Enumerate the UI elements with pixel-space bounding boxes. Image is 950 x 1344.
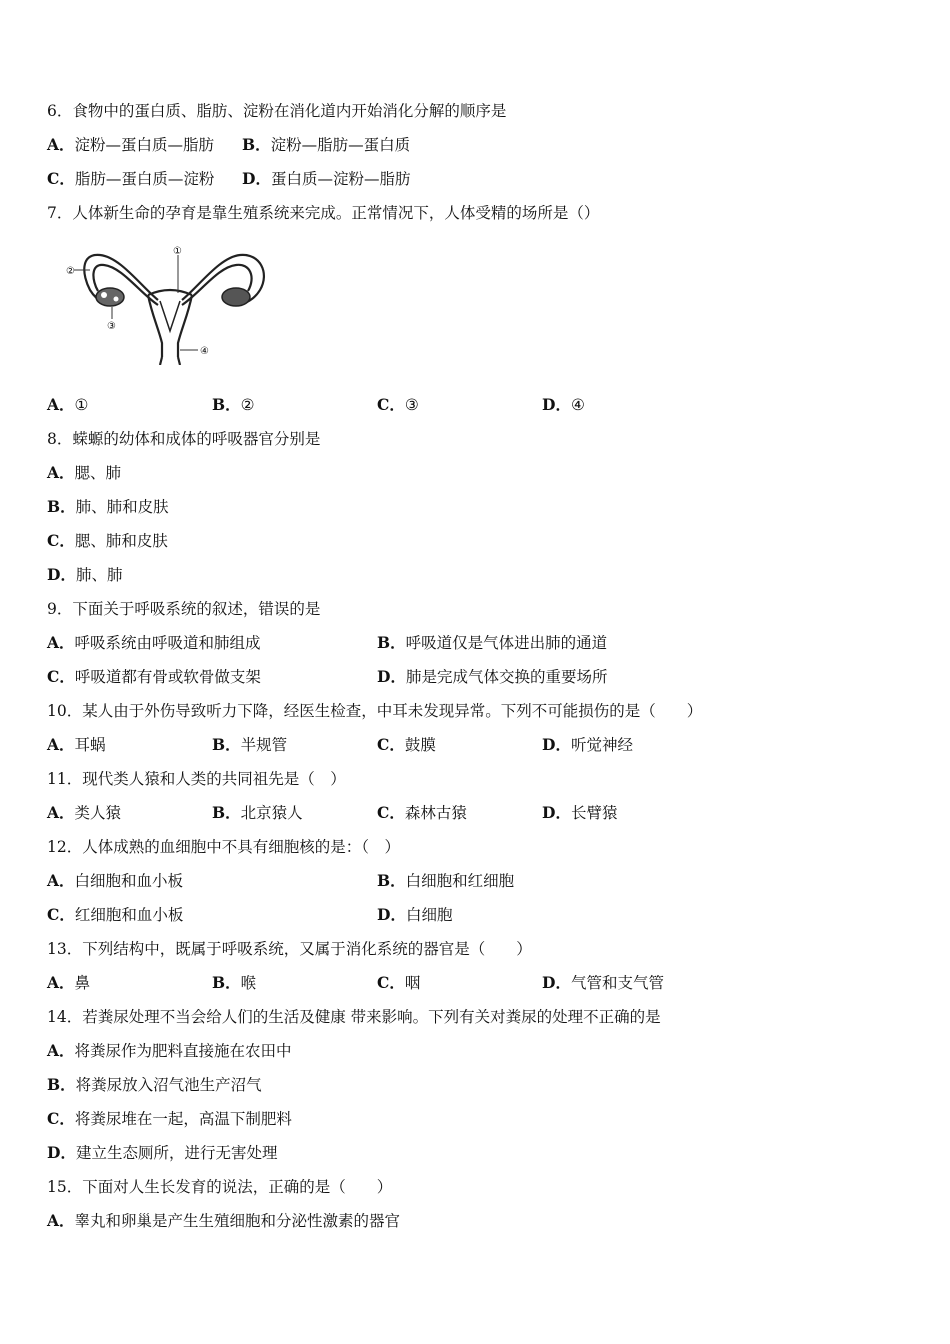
diagram-label-3: ③ — [107, 321, 116, 332]
q9-option-b: B．呼吸道仅是气体进出肺的通道 — [377, 633, 608, 652]
q10-option-b: B．半规管 — [212, 735, 288, 754]
q7-option-a: A．① — [47, 395, 89, 414]
q11-stem: 11．现代类人猿和人类的共同祖先是（ ） — [47, 770, 346, 788]
q6-option-c: C．脂肪—蛋白质—淀粉 — [47, 169, 215, 188]
q8-option-b: B．肺、肺和皮肤 — [47, 497, 169, 516]
q14-stem: 14．若粪尿处理不当会给人们的生活及健康 带来影响。下列有关对粪尿的处理不正确的是 — [47, 1008, 661, 1026]
q6-option-b: B．淀粉—脂肪—蛋白质 — [242, 135, 411, 154]
q12-option-c: C．红细胞和血小板 — [47, 905, 184, 924]
q13-option-c: C．咽 — [377, 973, 421, 992]
female-reproductive-system-diagram — [60, 245, 280, 365]
q13-stem: 13．下列结构中，既属于呼吸系统，又属于消化系统的器官是（ ） — [47, 940, 532, 958]
q11-option-a: A．类人猿 — [47, 803, 122, 822]
q7-option-c: C．③ — [377, 395, 419, 414]
q13-option-a: A．鼻 — [47, 973, 91, 992]
q15-stem: 15．下面对人生长发育的说法，正确的是（ ） — [47, 1178, 393, 1196]
q11-option-b: B．北京猿人 — [212, 803, 303, 822]
q13-option-d: D．气管和支气管 — [542, 973, 664, 992]
q7-option-b: B．② — [212, 395, 255, 414]
q14-option-c: C．将粪尿堆在一起，高温下制肥料 — [47, 1109, 292, 1128]
q14-option-a: A．将粪尿作为肥料直接施在农田中 — [47, 1041, 292, 1060]
q12-option-b: B．白细胞和红细胞 — [377, 871, 515, 890]
q10-option-c: C．鼓膜 — [377, 735, 436, 754]
q8-option-a: A．腮、肺 — [47, 463, 122, 482]
q8-option-d: D．肺、肺 — [47, 565, 123, 584]
q12-option-d: D．白细胞 — [377, 905, 453, 924]
q10-stem: 10．某人由于外伤导致听力下降，经医生检查，中耳未发现异常。下列不可能损伤的是（ ） — [47, 702, 703, 720]
q9-option-a: A．呼吸系统由呼吸道和肺组成 — [47, 633, 261, 652]
diagram-label-2: ② — [66, 266, 75, 277]
q12-stem: 12．人体成熟的血细胞中不具有细胞核的是：（ ） — [47, 838, 400, 856]
q8-stem: 8．蝾螈的幼体和成体的呼吸器官分别是 — [47, 430, 321, 448]
q14-option-b: B．将粪尿放入沼气池生产沼气 — [47, 1075, 262, 1094]
q9-stem: 9．下面关于呼吸系统的叙述，错误的是 — [47, 600, 321, 618]
diagram-label-4: ④ — [200, 346, 209, 357]
q11-option-d: D．长臂猿 — [542, 803, 618, 822]
q13-option-b: B．喉 — [212, 973, 257, 992]
q6-option-d: D．蛋白质—淀粉—脂肪 — [242, 169, 411, 188]
q8-option-c: C．腮、肺和皮肤 — [47, 531, 168, 550]
q6-option-a: A．淀粉—蛋白质—脂肪 — [47, 135, 215, 154]
q10-option-a: A．耳蜗 — [47, 735, 106, 754]
q15-option-a: A．睾丸和卵巢是产生生殖细胞和分泌性激素的器官 — [47, 1211, 401, 1230]
q12-option-a: A．白细胞和血小板 — [47, 871, 184, 890]
q9-option-c: C．呼吸道都有骨或软骨做支架 — [47, 667, 261, 686]
q9-option-d: D．肺是完成气体交换的重要场所 — [377, 667, 608, 686]
diagram-label-1: ① — [173, 246, 182, 257]
q11-option-c: C．森林古猿 — [377, 803, 467, 822]
q14-option-d: D．建立生态厕所，进行无害处理 — [47, 1143, 278, 1162]
q6-stem: 6．食物中的蛋白质、脂肪、淀粉在消化道内开始消化分解的顺序是 — [47, 102, 507, 120]
q7-stem: 7．人体新生命的孕育是靠生殖系统来完成。正常情况下，人体受精的场所是（） — [47, 204, 600, 222]
q10-option-d: D．听觉神经 — [542, 735, 633, 754]
q7-option-d: D．④ — [542, 395, 585, 414]
